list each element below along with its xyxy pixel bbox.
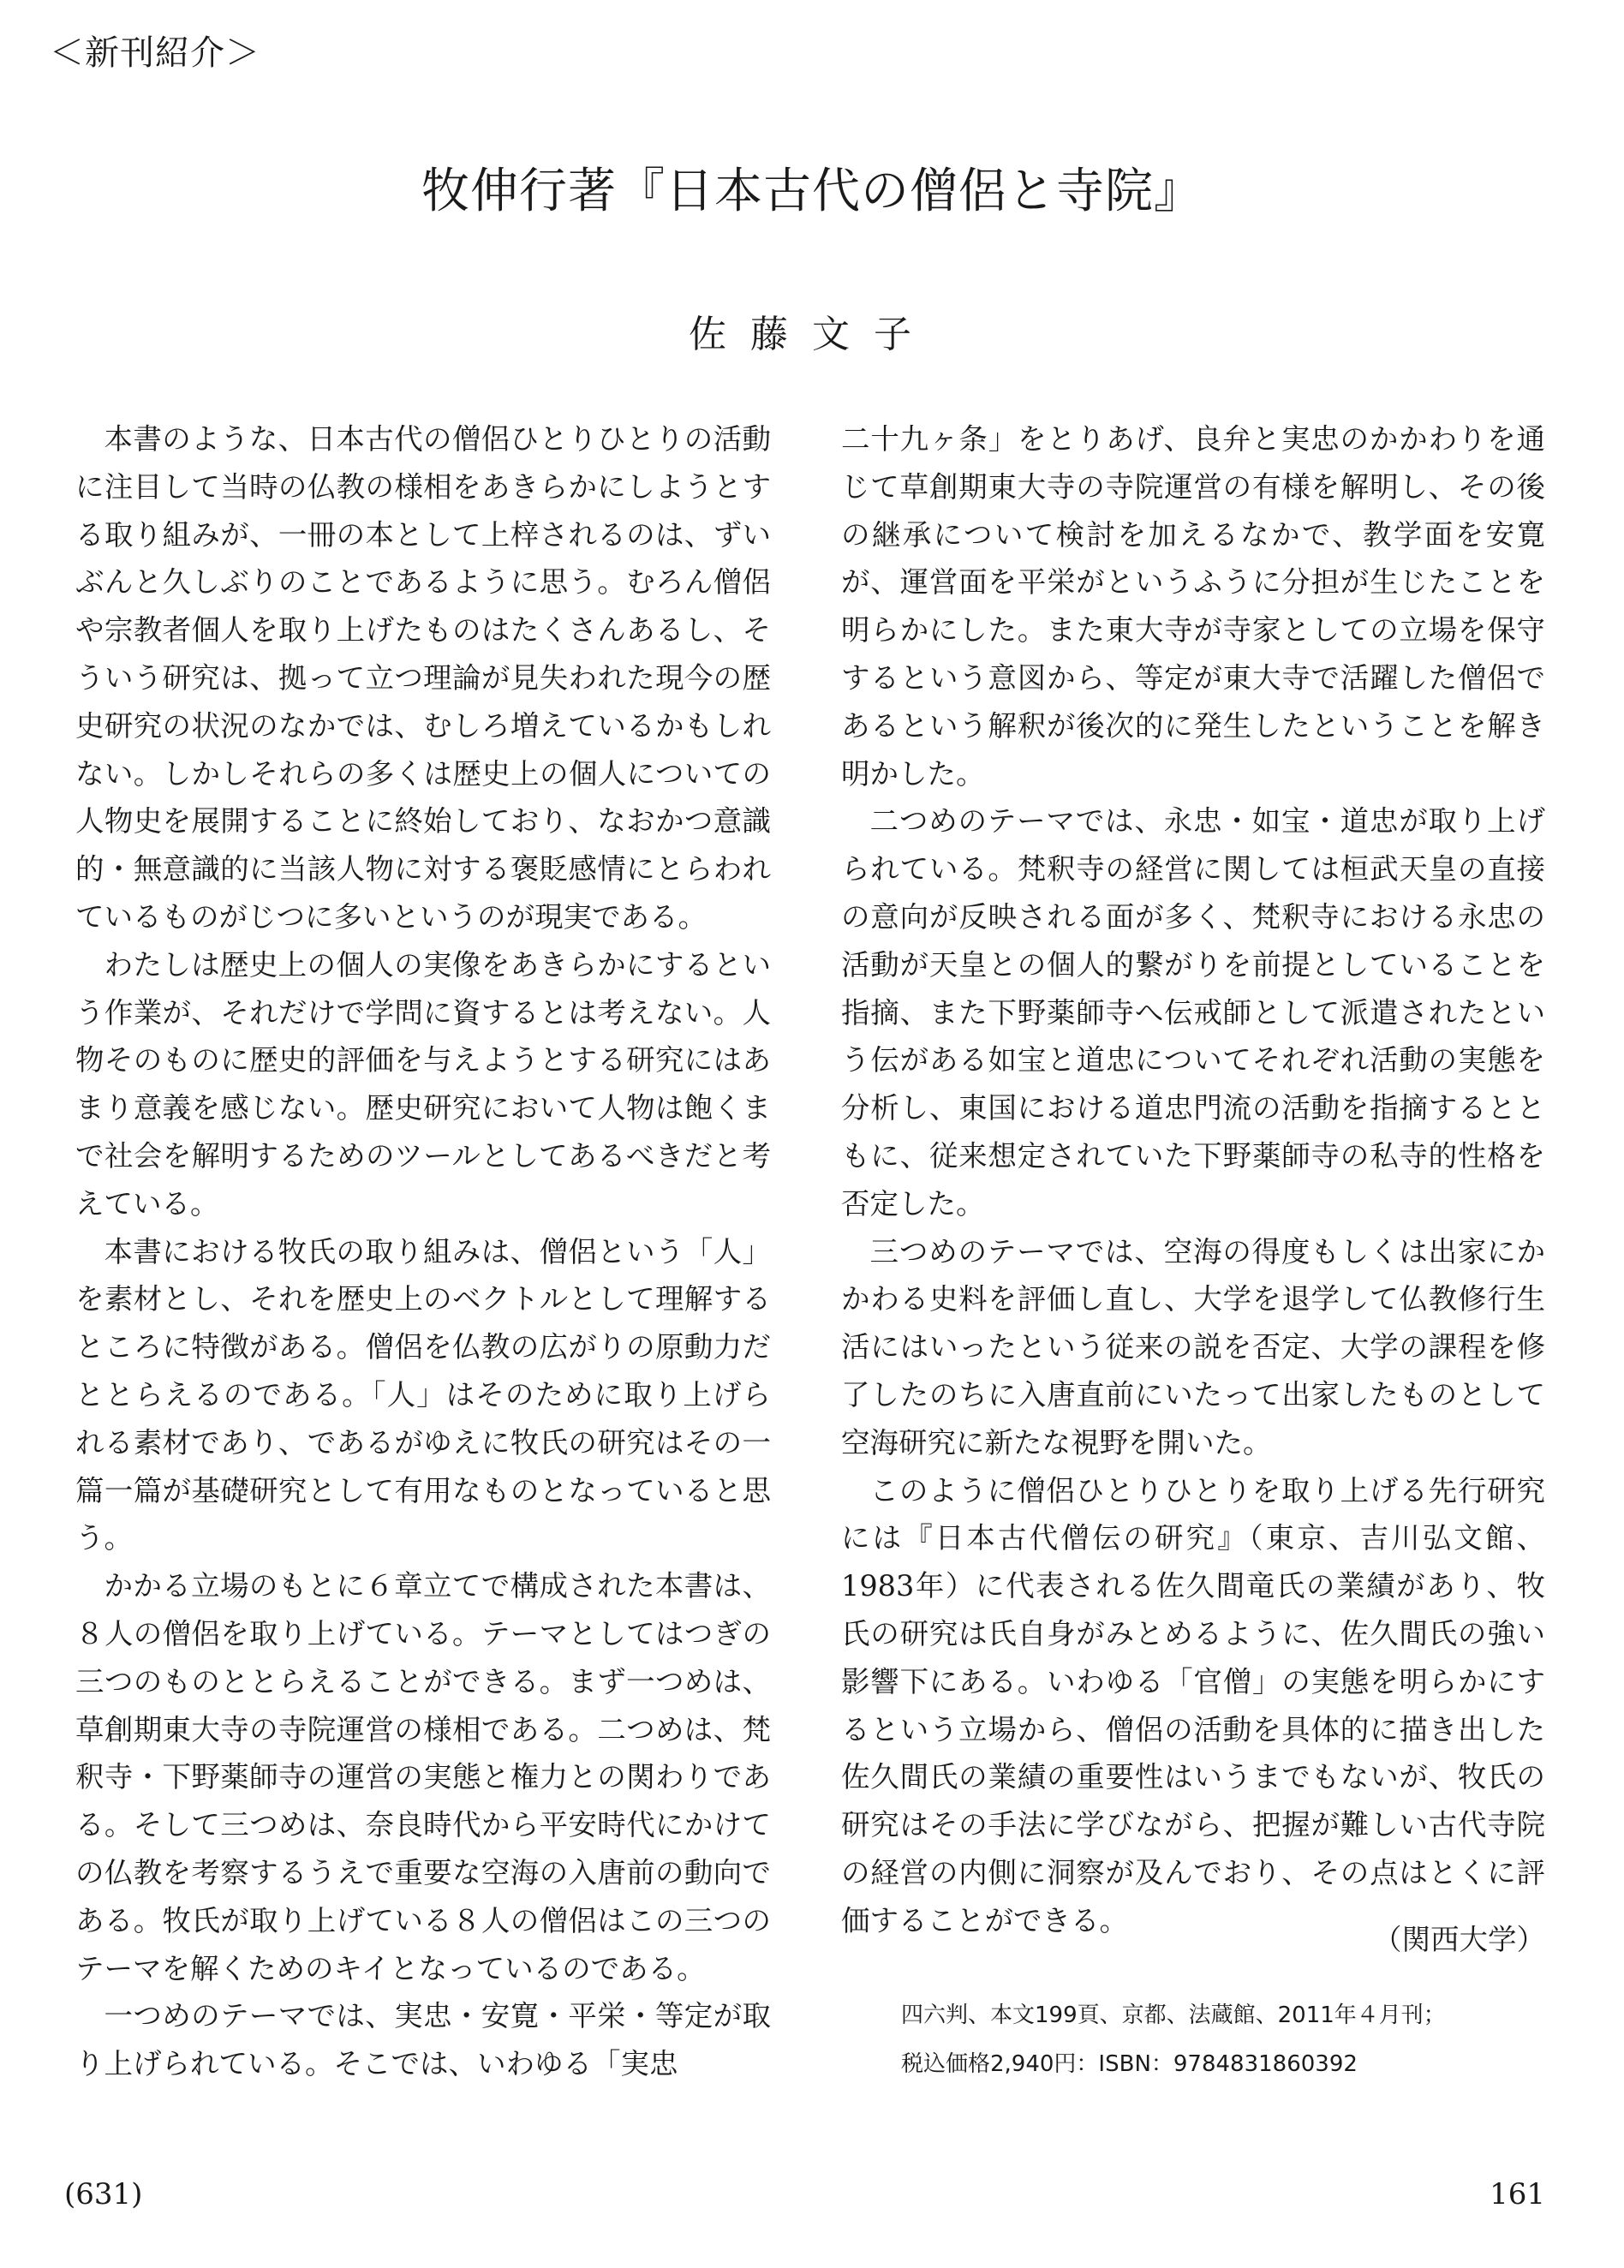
body-paragraph: このように僧侶ひとりひとりを取り上げる先行研究には『日本古代僧伝の研究』（東京、吉川弘文館、1983年）に代表される佐久間竜氏の業績があり、牧氏の研究は氏自身がみとめるように、佐久間氏の強い影響下にある。いわゆる「官僧」の実態を明らかにするという立場から、僧侶の活動を具体的に描き出した佐久間氏の業績の重要性はいうまでもないが、牧氏の研究はその手法に学びながら、把握が難しい古代寺院の経営の内側に洞察が及んでおり、その点はとくに評価することができる。 [841,1473,1545,1937]
page-number-cumulative: (631) [64,2177,143,2211]
body-paragraph: かかる立場のもとに６章立てで構成された本書は、８人の僧侶を取り上げている。テーマとしてはつぎの三つのものととらえることができる。まず一つめは、草創期東大寺の寺院運営の様相である。二つめは、梵釈寺・下野薬師寺の運営の実態と権力との関わりである。そして三つめは、奈良時代から平安時代にかけての仏教を考察するうえで重要な空海の入唐前の動向である。牧氏が取り上げている８人の僧侶はこの三つのテーマを解くためのキイとなっているのである。 [75,1569,771,1985]
body-paragraph: 本書のような、日本古代の僧侶ひとりひとりの活動に注目して当時の仏教の様相をあきらかにしようとする取り組みが、一冊の本として上梓されるのは、ずいぶんと久しぶりのことであるように思う。むろん僧侶や宗教者個人を取り上げたものはたくさんあるし、そういう研究は、拠って立つ理論が見失われた現今の歴史研究の状況のなかでは、むしろ増えているかもしれない。しかしそれらの多くは歴史上の個人についての人物史を展開することに終始しており、なおかつ意識的・無意識的に当該人物に対する褒貶感情にとらわれているものがじつに多いというのが現実である。 [75,422,771,934]
body-paragraph: 本書における牧氏の取り組みは、僧侶という「人」を素材とし、それを歴史上のベクトルとして理解するところに特徴がある。僧侶を仏教の広がりの原動力だととらえるのである。「人」はそのために取り上げられる素材であり、であるがゆえに牧氏の研究はその一篇一篇が基礎研究として有用なものとなっていると思う。 [75,1234,771,1555]
body-paragraph: 一つめのテーマでは、実忠・安寛・平栄・等定が取り上げられている。そこでは、いわゆる「実忠 [75,1999,771,2081]
page-number: 161 [1490,2177,1545,2211]
bibliographic-info [901,1991,1552,2089]
continued-paragraph: 二十九ヶ条」をとりあげ、良弁と実忠のかかわりを通じて草創期東大寺の寺院運営の有様を解明し、その後の継承について検討を加えるなかで、教学面を安寛が、運営面を平栄がというふうに分担が生じたことを明らかにした。また東大寺が寺家としての立場を保守するという意図から、等定が東大寺で活躍した僧侶であるという解釈が後次的に発生したということを解き明かした。 [841,422,1545,791]
left-column [75,415,771,2088]
author-name: 佐藤文子 [689,313,935,356]
body-paragraph: 三つめのテーマでは、空海の得度もしくは出家にかかわる史料を評価し直し、大学を退学して仏教修行生活にはいったという従来の説を否定、大学の課程を修了したのちに入唐直前にいたって出家したものとして空海研究に新たな視野を開いた。 [841,1234,1545,1459]
author-affiliation: （関西大学） [1373,1923,1545,1956]
section-label: ＜新刊紹介＞ [50,33,260,73]
body-paragraph: わたしは歴史上の個人の実像をあきらかにするという作業が、それだけで学問に資するとは考えない。人物そのものに歴史的評価を与えようとする研究にはあまり意義を感じない。歴史研究において人物は飽くまで社会を解明するためのツールとしてあるべきだと考えている。 [75,947,771,1221]
article-title: 牧伸行著『日本古代の僧侶と寺院』 [421,164,1203,219]
bibliographic-line: 四六判、本文199頁、京都、法蔵館、2011年４月刊； [901,2002,1446,2028]
bibliographic-line: 税込価格2,940円：ISBN：9784831860392 [901,2051,1358,2077]
right-column [841,415,1545,1945]
body-paragraph: 二つめのテーマでは、永忠・如宝・道忠が取り上げられている。梵釈寺の経営に関しては桓武天皇の直接の意向が反映される面が多く、梵釈寺における永忠の活動が天皇との個人的繋がりを前提としていることを指摘、また下野薬師寺へ伝戒師として派遣されたという伝がある如宝と道忠についてそれぞれ活動の実態を分析し、東国における道忠門流の活動を指摘するとともに、従来想定されていた下野薬師寺の私寺的性格を否定した。 [841,804,1545,1221]
